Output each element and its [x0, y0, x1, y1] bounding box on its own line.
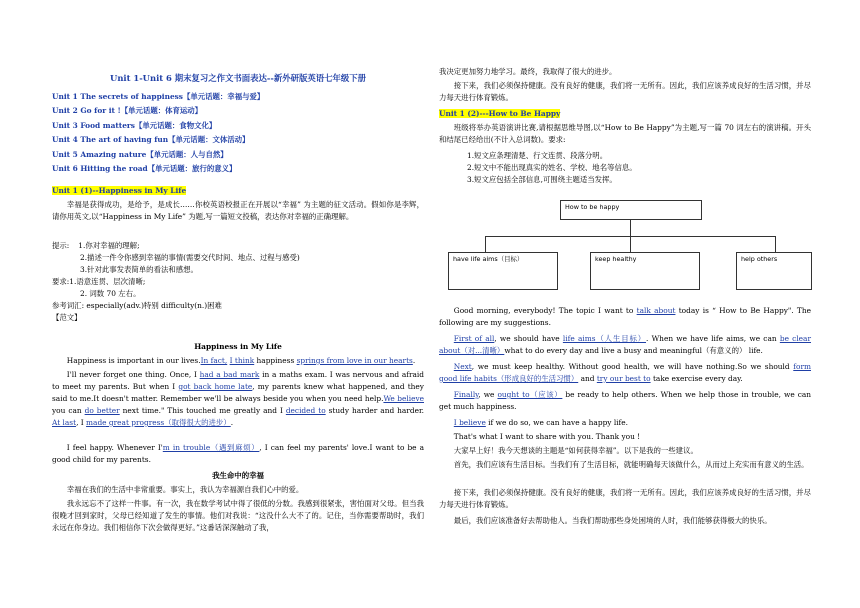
mind-map-node: keep healthy — [590, 252, 700, 290]
writing-prompt: 班级将举办英语演讲比赛,请根据思维导图,以“How to Be Happy”为主题,写一篇 70 词左右的演讲稿。开头和结尾已经给出(不计入总词数)。要求: — [439, 123, 811, 144]
tip-item: 2.描述一件令你感到幸福的事情(需要交代时间、地点、过程与感受) — [80, 252, 300, 262]
requirement-item: 3.短文应包括全部信息,可围绕主题适当发挥。 — [467, 174, 617, 184]
unit-item: Unit 4 The art of having fun【单元话题：文体活动】 — [52, 135, 250, 145]
essay-paragraph: I'll never forget one thing. Once, I had a bad mark in a maths exam. I was nervous and afraid to meet my parents. But when I got back home late, my parents knew what happened, and they said to me.It doesn't matter. Remember we'll be always beside you when you need help.We believe you can do better next time." This touched me greatly and I decided to study harder and harder. At last, I made great progress（取得很大的进步）. — [52, 370, 425, 427]
mind-map — [440, 196, 812, 292]
document-title: Unit 1-Unit 6 期末复习之作文书面表达--新外研版英语七年级下册 — [110, 73, 366, 83]
tips-block — [52, 240, 424, 324]
essay-paragraph: I feel happy. Whenever I'm in trouble（遇到麻烦）, I can feel my parents' love.I want to be a good child for my parents. — [52, 443, 425, 464]
chinese-paragraph: 接下来，我们必须保持健康。没有良好的健康，我们将一无所有。因此，我们应该养成良好的生活习惯，并尽力每天进行体育锻炼。 — [439, 81, 811, 102]
connector-line — [630, 220, 631, 236]
section-heading — [52, 185, 424, 197]
chinese-paragraph: 接下来，我们必须保持健康。没有良好的健康，我们将一无所有。因此，我们应该养成良好的生活习惯，并尽力每天进行体育锻炼。 — [439, 488, 811, 509]
speech-paragraph: I believe if we do so, we can have a happy life. — [453, 418, 629, 427]
section-heading-text: Unit 1 (2)---How to Be Happy — [439, 109, 561, 118]
vocab-note: 参考词汇: especially(adv.)特别 difficulty(n.)困难 — [52, 300, 222, 310]
requirement-item: 2.短文中不能出现真实的姓名、学校、地名等信息。 — [467, 162, 637, 172]
requirement-item: 2. 词数 70 左右。 — [80, 288, 141, 298]
chinese-paragraph: 我决定更加努力地学习。最终，我取得了很大的进步。 — [439, 67, 617, 76]
requirements — [439, 150, 811, 186]
speech-paragraph: Good morning, everybody! The topic I want to talk about today is “ How to Be Happy". The following are my suggestions. — [439, 306, 811, 327]
unit-item: Unit 5 Amazing nature【单元话题：人与自然】 — [52, 149, 228, 159]
writing-prompt: 幸福是获得成功，是给予，是成长……你校英语校报正在开展以“幸福” 为主题的征文活动。假如你是李辉，请你用英文,以“Happiness in My Life” 为题,写一篇短文投稿，表达你对幸福的正确理解。 — [52, 200, 424, 221]
speech-paragraph: Finally, we ought to（应该） be ready to help others. When we help those in trouble, we can get much happiness. — [439, 390, 811, 411]
requirement-item: 1.短文应条理清楚、行文连贯、段落分明。 — [467, 151, 608, 160]
connector-line — [775, 236, 776, 252]
connector-line — [485, 236, 486, 252]
connector-line — [630, 236, 631, 252]
chinese-title: 我生命中的幸福 — [212, 471, 264, 480]
chinese-paragraph: 幸福在我们的生活中非常重要。事实上，我认为幸福源自我们心中的爱。 — [66, 485, 304, 494]
speech-paragraph: Next, we must keep healthy. Without good health, we will have nothing.So we should form good life habits（形成良好的生活习惯） and try our best to take exercise every day. — [439, 362, 811, 383]
chinese-paragraph: 大家早上好！我今天想谈的主题是“如何获得幸福”。以下是我的一些建议。 — [453, 446, 698, 455]
essay-title: Happiness in My Life — [194, 342, 282, 351]
mind-map-node: help others — [736, 252, 812, 290]
essay-paragraph: Happiness is important in our lives.In fact, I think happiness springs from love in our hearts. — [66, 356, 416, 365]
mind-map-root: How to be happy — [560, 200, 702, 220]
unit-item: Unit 3 Food matters【单元话题：食物文化】 — [52, 120, 217, 130]
unit-item: Unit 1 The secrets of happiness【单元话题：幸福与爱】 — [52, 92, 265, 101]
chinese-paragraph: 我永远忘不了这样一件事。有一次，我在数学考试中得了很低的分数。我感到很紧张，害怕面对父母。但当我很晚才回到家时，父母已经知道了发生的事情。他们对我说：“这没什么大不了的。记住，当你需要帮助时，我们永远在你身边。我们相信你下次会做得更好。”这番话深深触动了我， — [52, 499, 424, 532]
requirement-item: 要求:1.语意连贯、层次清晰; — [52, 276, 146, 286]
unit-item: Unit 6 Hitting the road【单元话题：旅行的意义】 — [52, 164, 237, 174]
tip-item: 3.针对此事发表简单的看法和感想。 — [80, 264, 198, 274]
unit-item: Unit 2 Go for it !【单元话题：体育运动】 — [52, 106, 203, 116]
model-label: 【范文】 — [52, 312, 82, 322]
unit-list — [52, 90, 424, 176]
section-heading-text: Unit 1 (1)--Happiness in My Life — [52, 186, 187, 195]
tips-label: 提示: — [52, 241, 70, 250]
speech-paragraph: First of all, we should have life aims（人生目标）. When we have life aims, we can be clear about（对...清晰）what to do every day and live a busy and meaningful（有意义的） life. — [439, 334, 811, 355]
mind-map-node: have life aims（目标） — [448, 252, 558, 290]
speech-paragraph: That's what I want to share with you. Thank you ! — [453, 432, 641, 441]
chinese-paragraph: 最后，我们应该准备好去帮助他人。当我们帮助那些身处困境的人时，我们能够获得极大的快乐。 — [453, 516, 772, 525]
tip-item: 1.你对幸福的理解; — [78, 241, 140, 250]
chinese-paragraph: 首先，我们应该有生活目标。当我们有了生活目标，就能明确每天该做什么，从而过上充实而有意义的生活。 — [453, 460, 809, 469]
section-heading — [439, 108, 811, 120]
